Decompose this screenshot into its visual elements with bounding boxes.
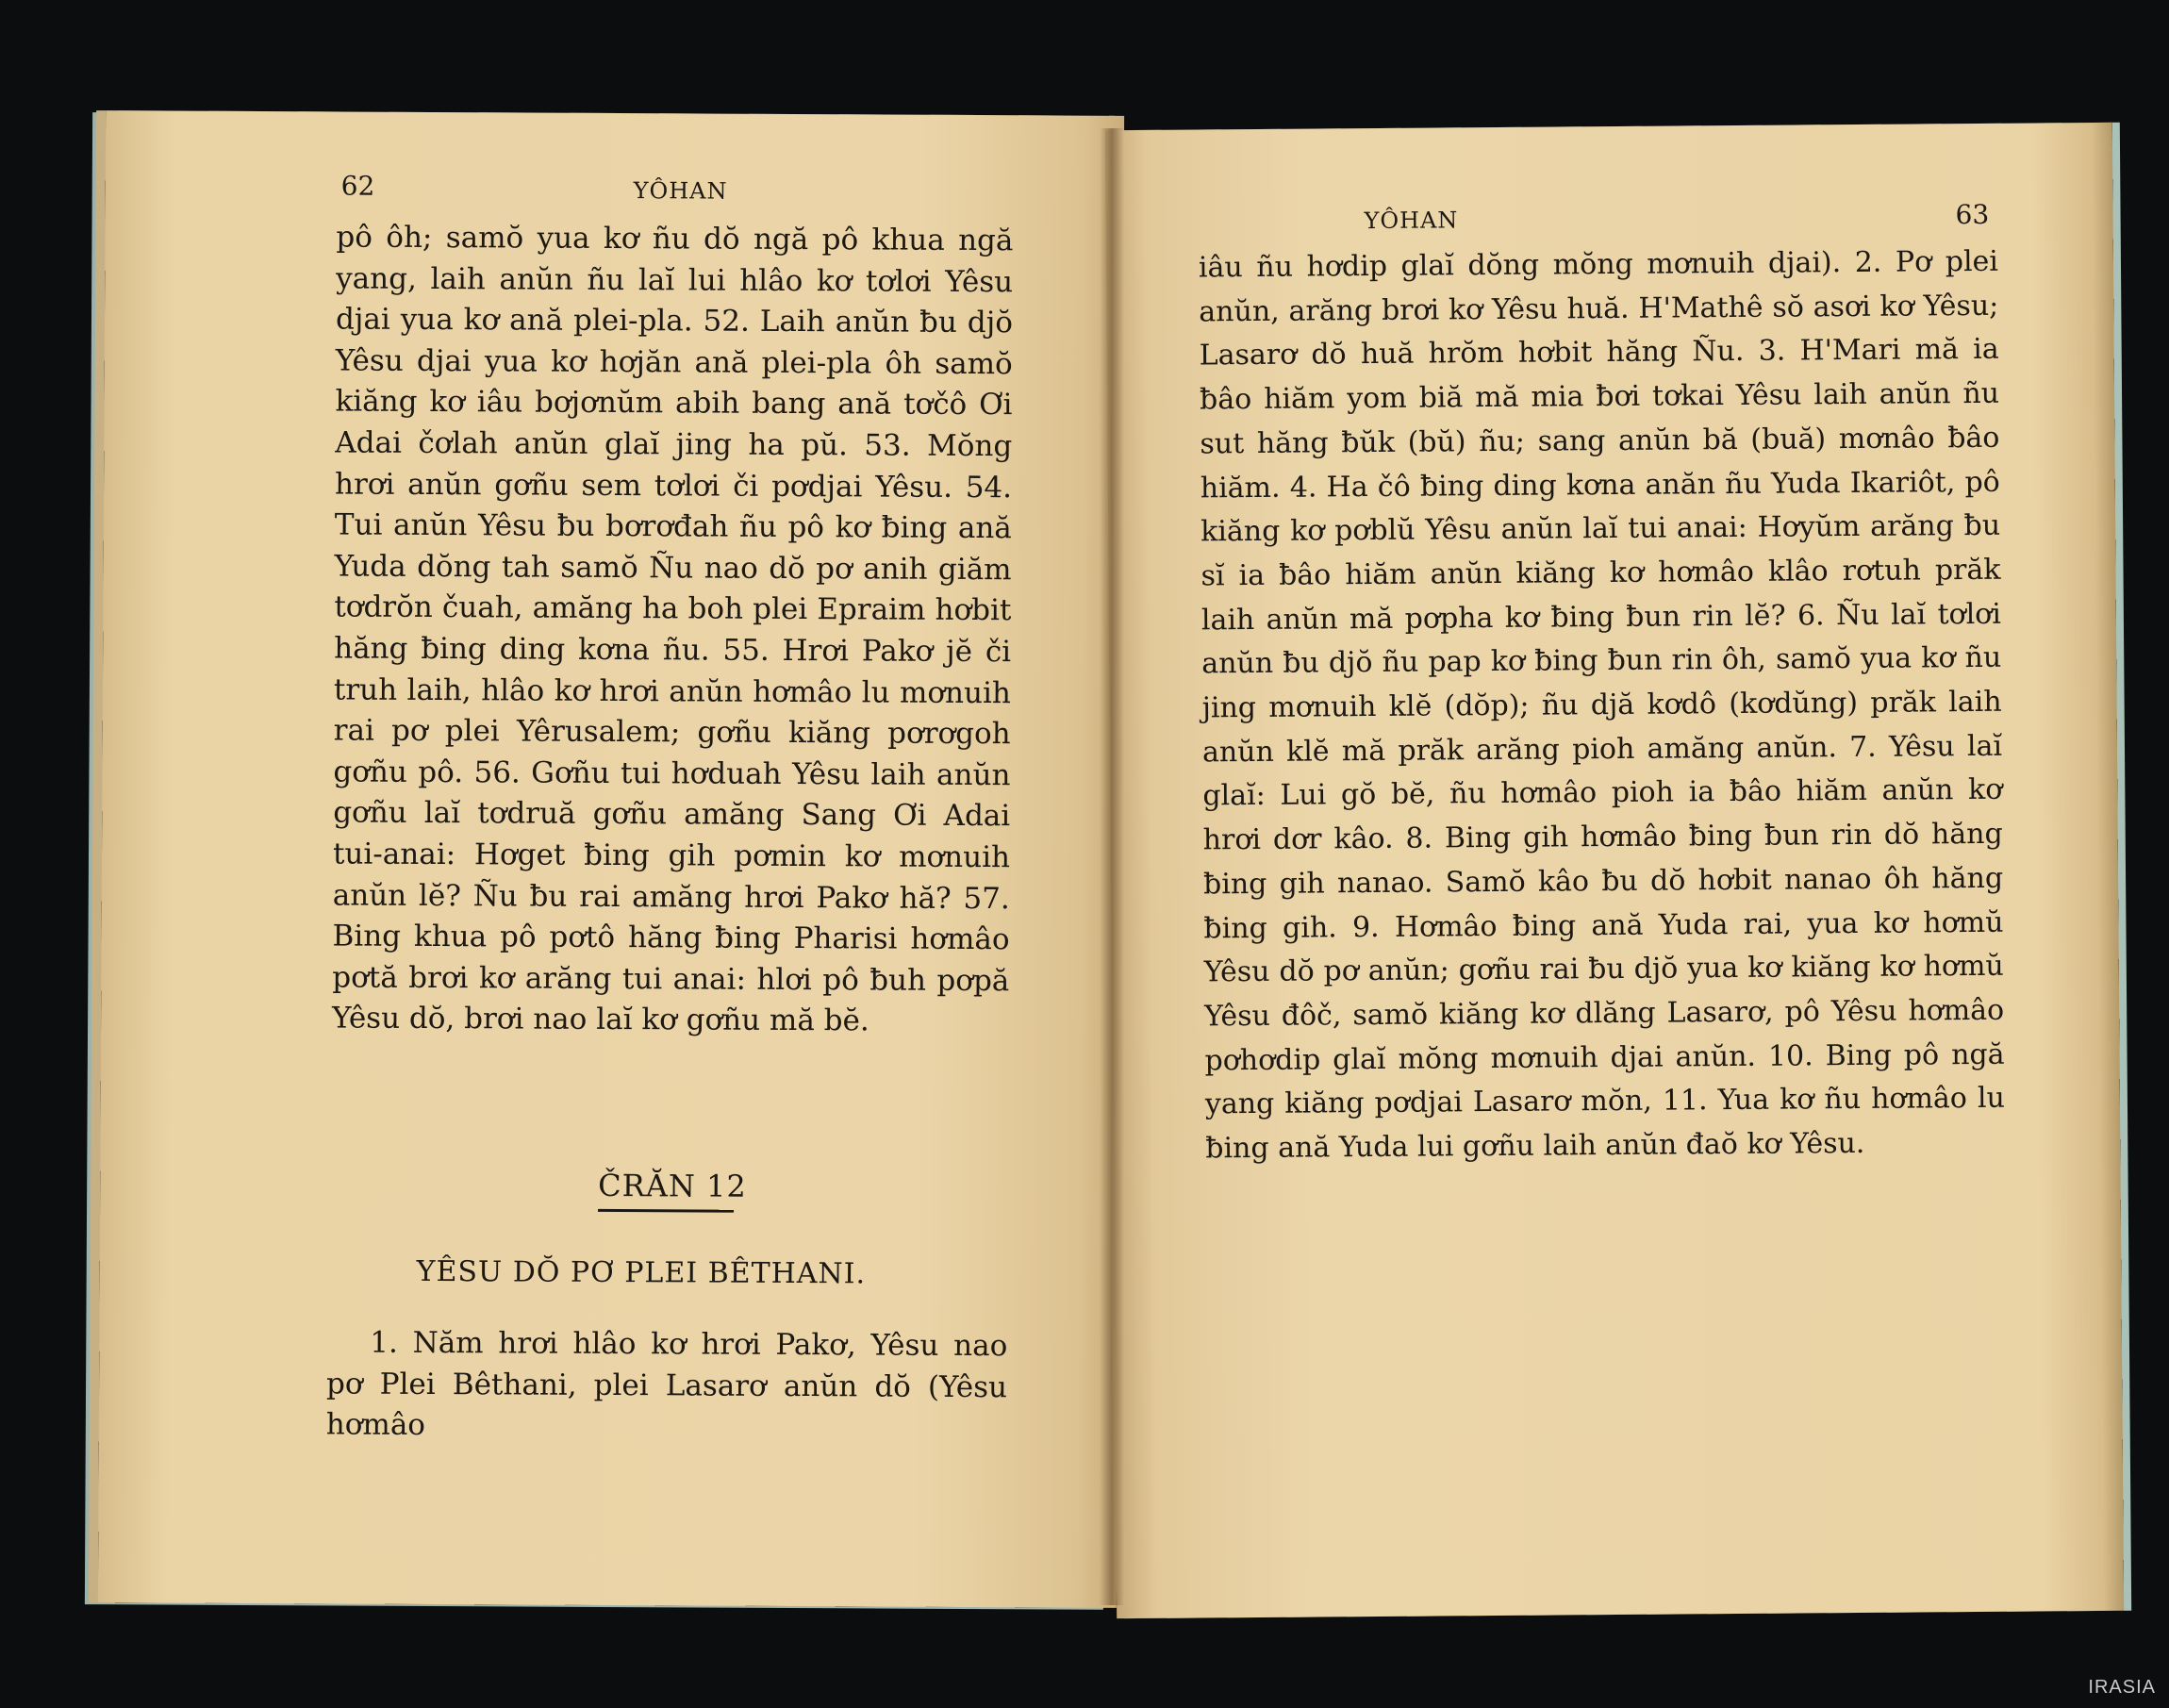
left-page	[98, 110, 1124, 1608]
book-gutter	[1100, 128, 1124, 1605]
paragraph: iâu ñu hơdip glaĭ dŏng mŏng mơnuih djai). 2. Pơ plei anŭn, arăng brơi kơ Yêsu huă. H'Mathê sŏ asơi kơ Yêsu; Lasarơ dŏ huă hrŏm hơbit hăng Ñu. 3. H'Mari mă ia ƀâo hiăm yom biă mă mia ƀơi tơkai Yêsu laih anŭn ñu sut hăng ƀŭk (bŭ) ñu; sang anŭn bă (buă) mơnâo ƀâo hiăm. 4. Ha čô ƀing ding kơna anăn ñu Yuda Ikariôt, pô kiăng kơ pơblŭ Yêsu anŭn laĭ tui anai: Hơyŭm arăng ƀu sĭ ia ƀâo hiăm anŭn kiăng kơ hơmâo klâo rơtuh prăk laih anŭn mă pơpha kơ ƀing ƀun rin lĕ? 6. Ñu laĭ tơlơi anŭn ƀu djŏ ñu pap kơ ƀing ƀun rin ôh, samŏ yua kơ ñu jing mơnuih klĕ (dŏp); ñu djă kơdô (kơdŭng) prăk laih anŭn klĕ mă prăk arăng pioh amăng anŭn. 7. Yêsu laĭ glaĭ: Lui gŏ bĕ, ñu hơmâo pioh ia ƀâo hiăm anŭn kơ hrơi dơr kâo. 8. Bing gih hơmâo ƀing ƀun rin dŏ hăng ƀing gih nanao. Samŏ kâo ƀu dŏ hơbit nanao ôh hăng ƀing gih. 9. Hơmâo ƀing ană Yuda rai, yua kơ hơmŭ Yêsu dŏ pơ anŭn; gơñu rai ƀu djŏ yua kơ kiăng kơ hơmŭ Yêsu đôč, samŏ kiăng kơ dlăng Lasarơ, pô Yêsu hơmâo pơhơdip glaĭ mŏng mơnuih djai anŭn. 10. Bing pô ngă yang kiăng pơdjai Lasarơ mŏn, 11. Yua kơ ñu hơmâo lu ƀing ană Yuda lui gơñu laih anŭn đaŏ kơ Yêsu.	[1198, 244, 2006, 1166]
right-page	[1105, 123, 2124, 1618]
chapter-underline	[598, 1209, 734, 1213]
chapter-heading: ČRĂN 12	[598, 1167, 747, 1204]
body-text	[332, 217, 1014, 1043]
page-number: 63	[1955, 198, 1990, 231]
running-header: YÔHAN	[1364, 207, 1459, 235]
body-text-2	[326, 1322, 1008, 1450]
paragraph: 1. Năm hrơi hlâo kơ hrơi Pakơ, Yêsu nao pơ Plei Bêthani, plei Lasarơ anŭn dŏ (Yêsu hơmâo	[325, 1325, 1008, 1443]
body-text	[1199, 240, 2006, 1171]
section-title: YÊSU DŎ PƠ PLEI BÊTHANI.	[416, 1254, 867, 1291]
open-book	[94, 109, 2124, 1628]
paragraph: pô ôh; samŏ yua kơ ñu dŏ ngă pô khua ngă yang, laih anŭn ñu laĭ lui hlâo kơ tơlơi Yêsu djai yua kơ ană plei-pla. 52. Laih anŭn ƀu djŏ Yêsu djai yua kơ hơjăn ană plei-pla ôh samŏ kiăng kơ iâu bơjơnŭm abih bang ană tơčô Ơi Adai čơlah anŭn glaĭ jing ha pŭ. 53. Mŏng hrơi anŭn gơñu sem tơlơi či pơdjai Yêsu. 54. Tui anŭn Yêsu ƀu bơrơđah ñu pô kơ ƀing ană Yuda dŏng tah samŏ Ñu nao dŏ pơ anih giăm tơdrŏn čuah, amăng ha boh plei Epraim hơbit hăng ƀing ding kơna ñu. 55. Hrơi Pakơ jĕ či truh laih, hlâo kơ hrơi anŭn hơmâo lu mơnuih rai pơ plei Yêrusalem; gơñu kiăng pơrơgoh gơñu pô. 56. Gơñu tui hơduah Yêsu laih anŭn gơñu laĭ tơdruă gơñu amăng Sang Ơi Adai tui-anai: Hơget ƀing gih pơmin kơ mơnuih anŭn lĕ? Ñu ƀu rai amăng hrơi Pakơ hă? 57. Bing khua pô pơtô hăng ƀing Pharisi hơmâo pơtă brơi kơ arăng tui anai: hlơi pô ƀuh pơpă Yêsu dŏ, brơi nao laĭ kơ gơñu mă bĕ.	[332, 220, 1014, 1038]
watermark: IRASIA	[2088, 1677, 2156, 1698]
page-number: 62	[340, 170, 375, 202]
running-header: YÔHAN	[633, 177, 728, 205]
